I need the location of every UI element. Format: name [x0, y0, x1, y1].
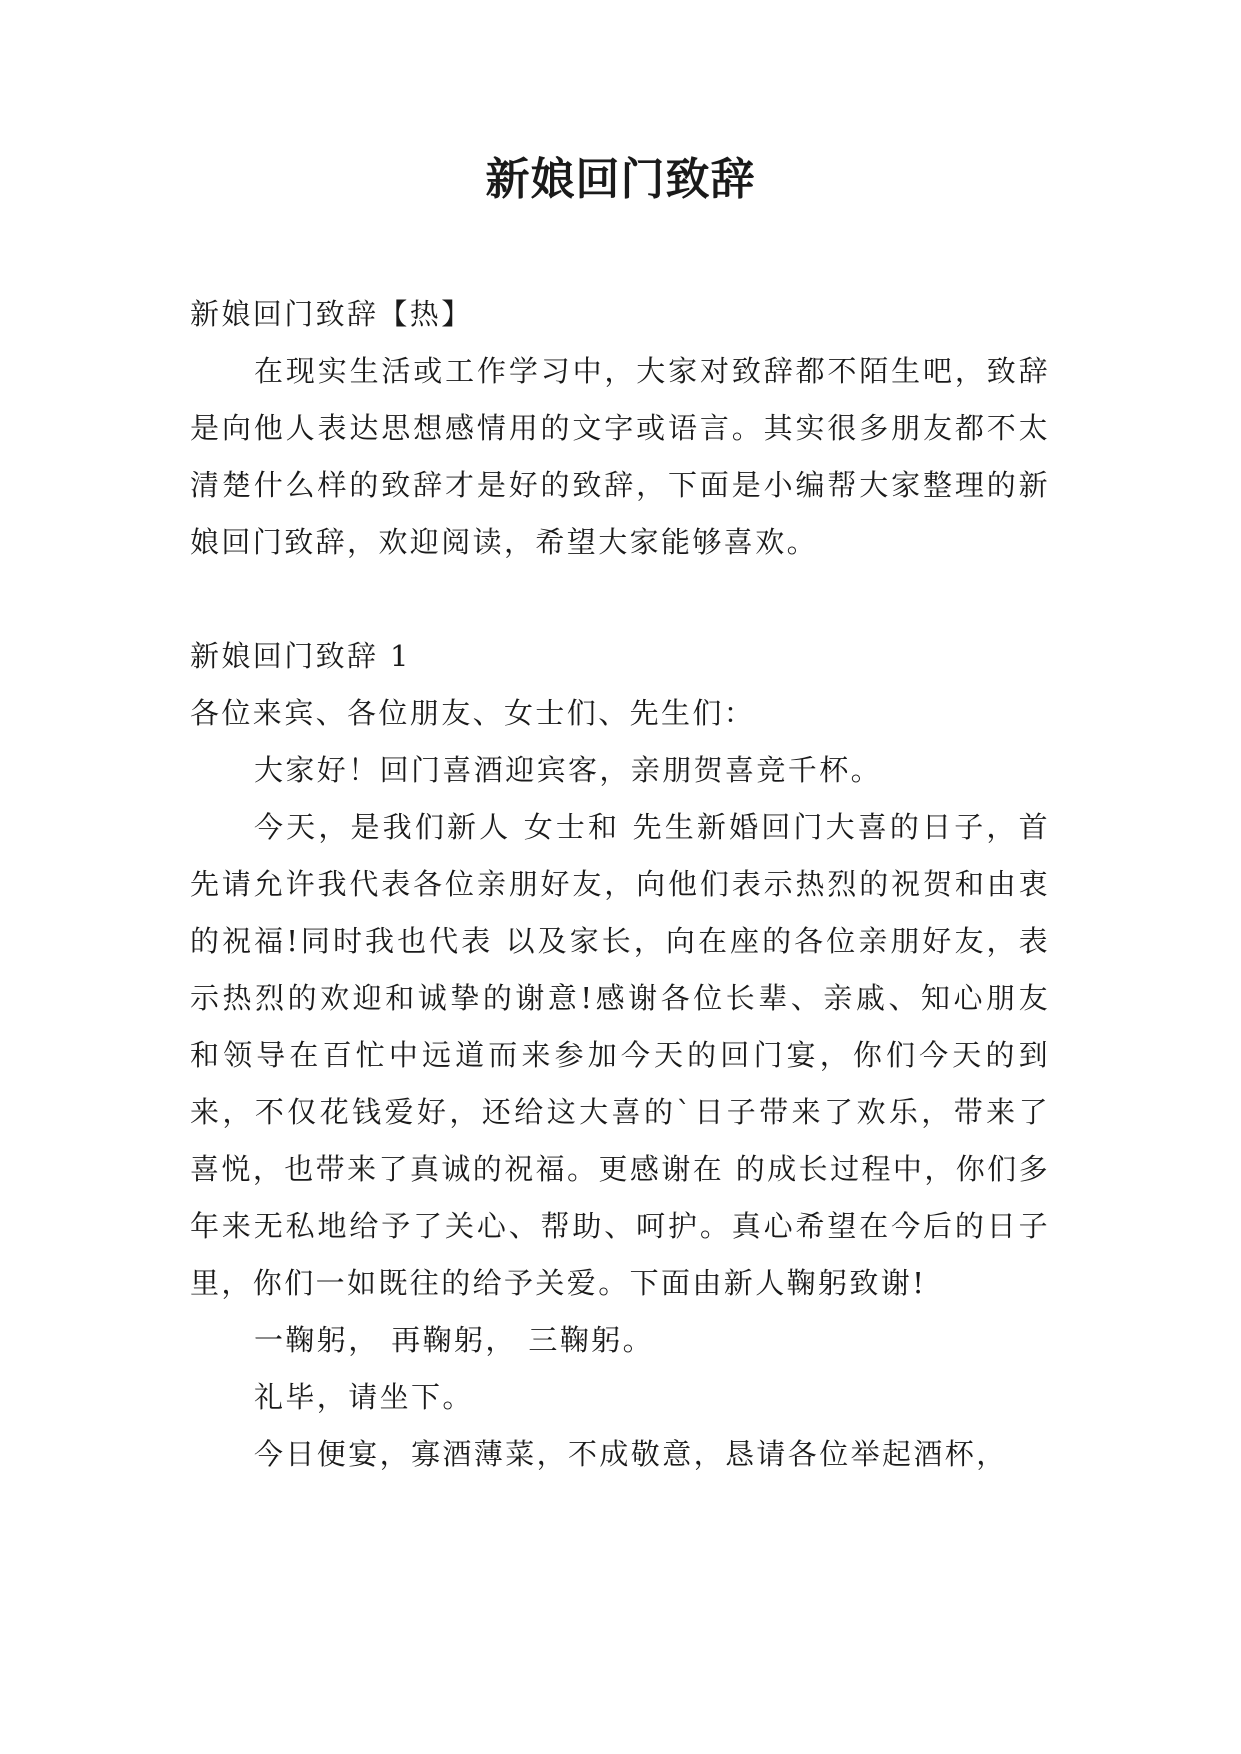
salutation: 各位来宾、各位朋友、女士们、先生们：	[190, 696, 756, 730]
intro-paragraph: 在现实生活或工作学习中，大家对致辞都不陌生吧，致辞是向他人表达思想感情用的文字或语言。其实很多朋友都不太清楚什么样的致辞才是好的致辞，下面是小编帮大家整理的新娘回门致辞，欢迎阅读，希望大家能够喜欢。	[190, 354, 1050, 559]
section-heading: 新娘回门致辞 1	[190, 639, 411, 673]
document-subtitle: 新娘回门致辞【热】	[190, 297, 473, 331]
document-title: 新娘回门致辞	[485, 154, 756, 205]
speech-paragraph-1: 大家好！回门喜酒迎宾客，亲朋贺喜竞千杯。	[254, 753, 883, 787]
speech-paragraph-4: 礼毕，请坐下。	[254, 1380, 474, 1414]
paragraph-spacer	[190, 571, 1050, 628]
speech-paragraph-3: 一鞠躬， 再鞠躬， 三鞠躬。	[254, 1323, 655, 1357]
speech-paragraph-5: 今日便宴，寡酒薄菜，不成敬意，恳请各位举起酒杯，	[254, 1437, 1008, 1471]
speech-paragraph-2: 今天，是我们新人 女士和 先生新婚回门大喜的日子，首先请允许我代表各位亲朋好友，向他们表示热烈的祝贺和由衷的祝福!同时我也代表 以及家长，向在座的各位亲朋好友，表示热烈的欢迎和诚挚的谢意!感谢各位长辈、亲戚、知心朋友和领导在百忙中远道而来参加今天的回门宴，你们今天的到来，不仅花钱爱好，还给这大喜的`日子带来了欢乐，带来了喜悦，也带来了真诚的祝福。更感谢在 的成长过程中，你们多年来无私地给予了关心、帮助、呵护。真心希望在今后的日子里，你们一如既往的给予关爱。下面由新人鞠躬致谢!	[190, 810, 1050, 1300]
document-body	[190, 286, 1050, 1483]
